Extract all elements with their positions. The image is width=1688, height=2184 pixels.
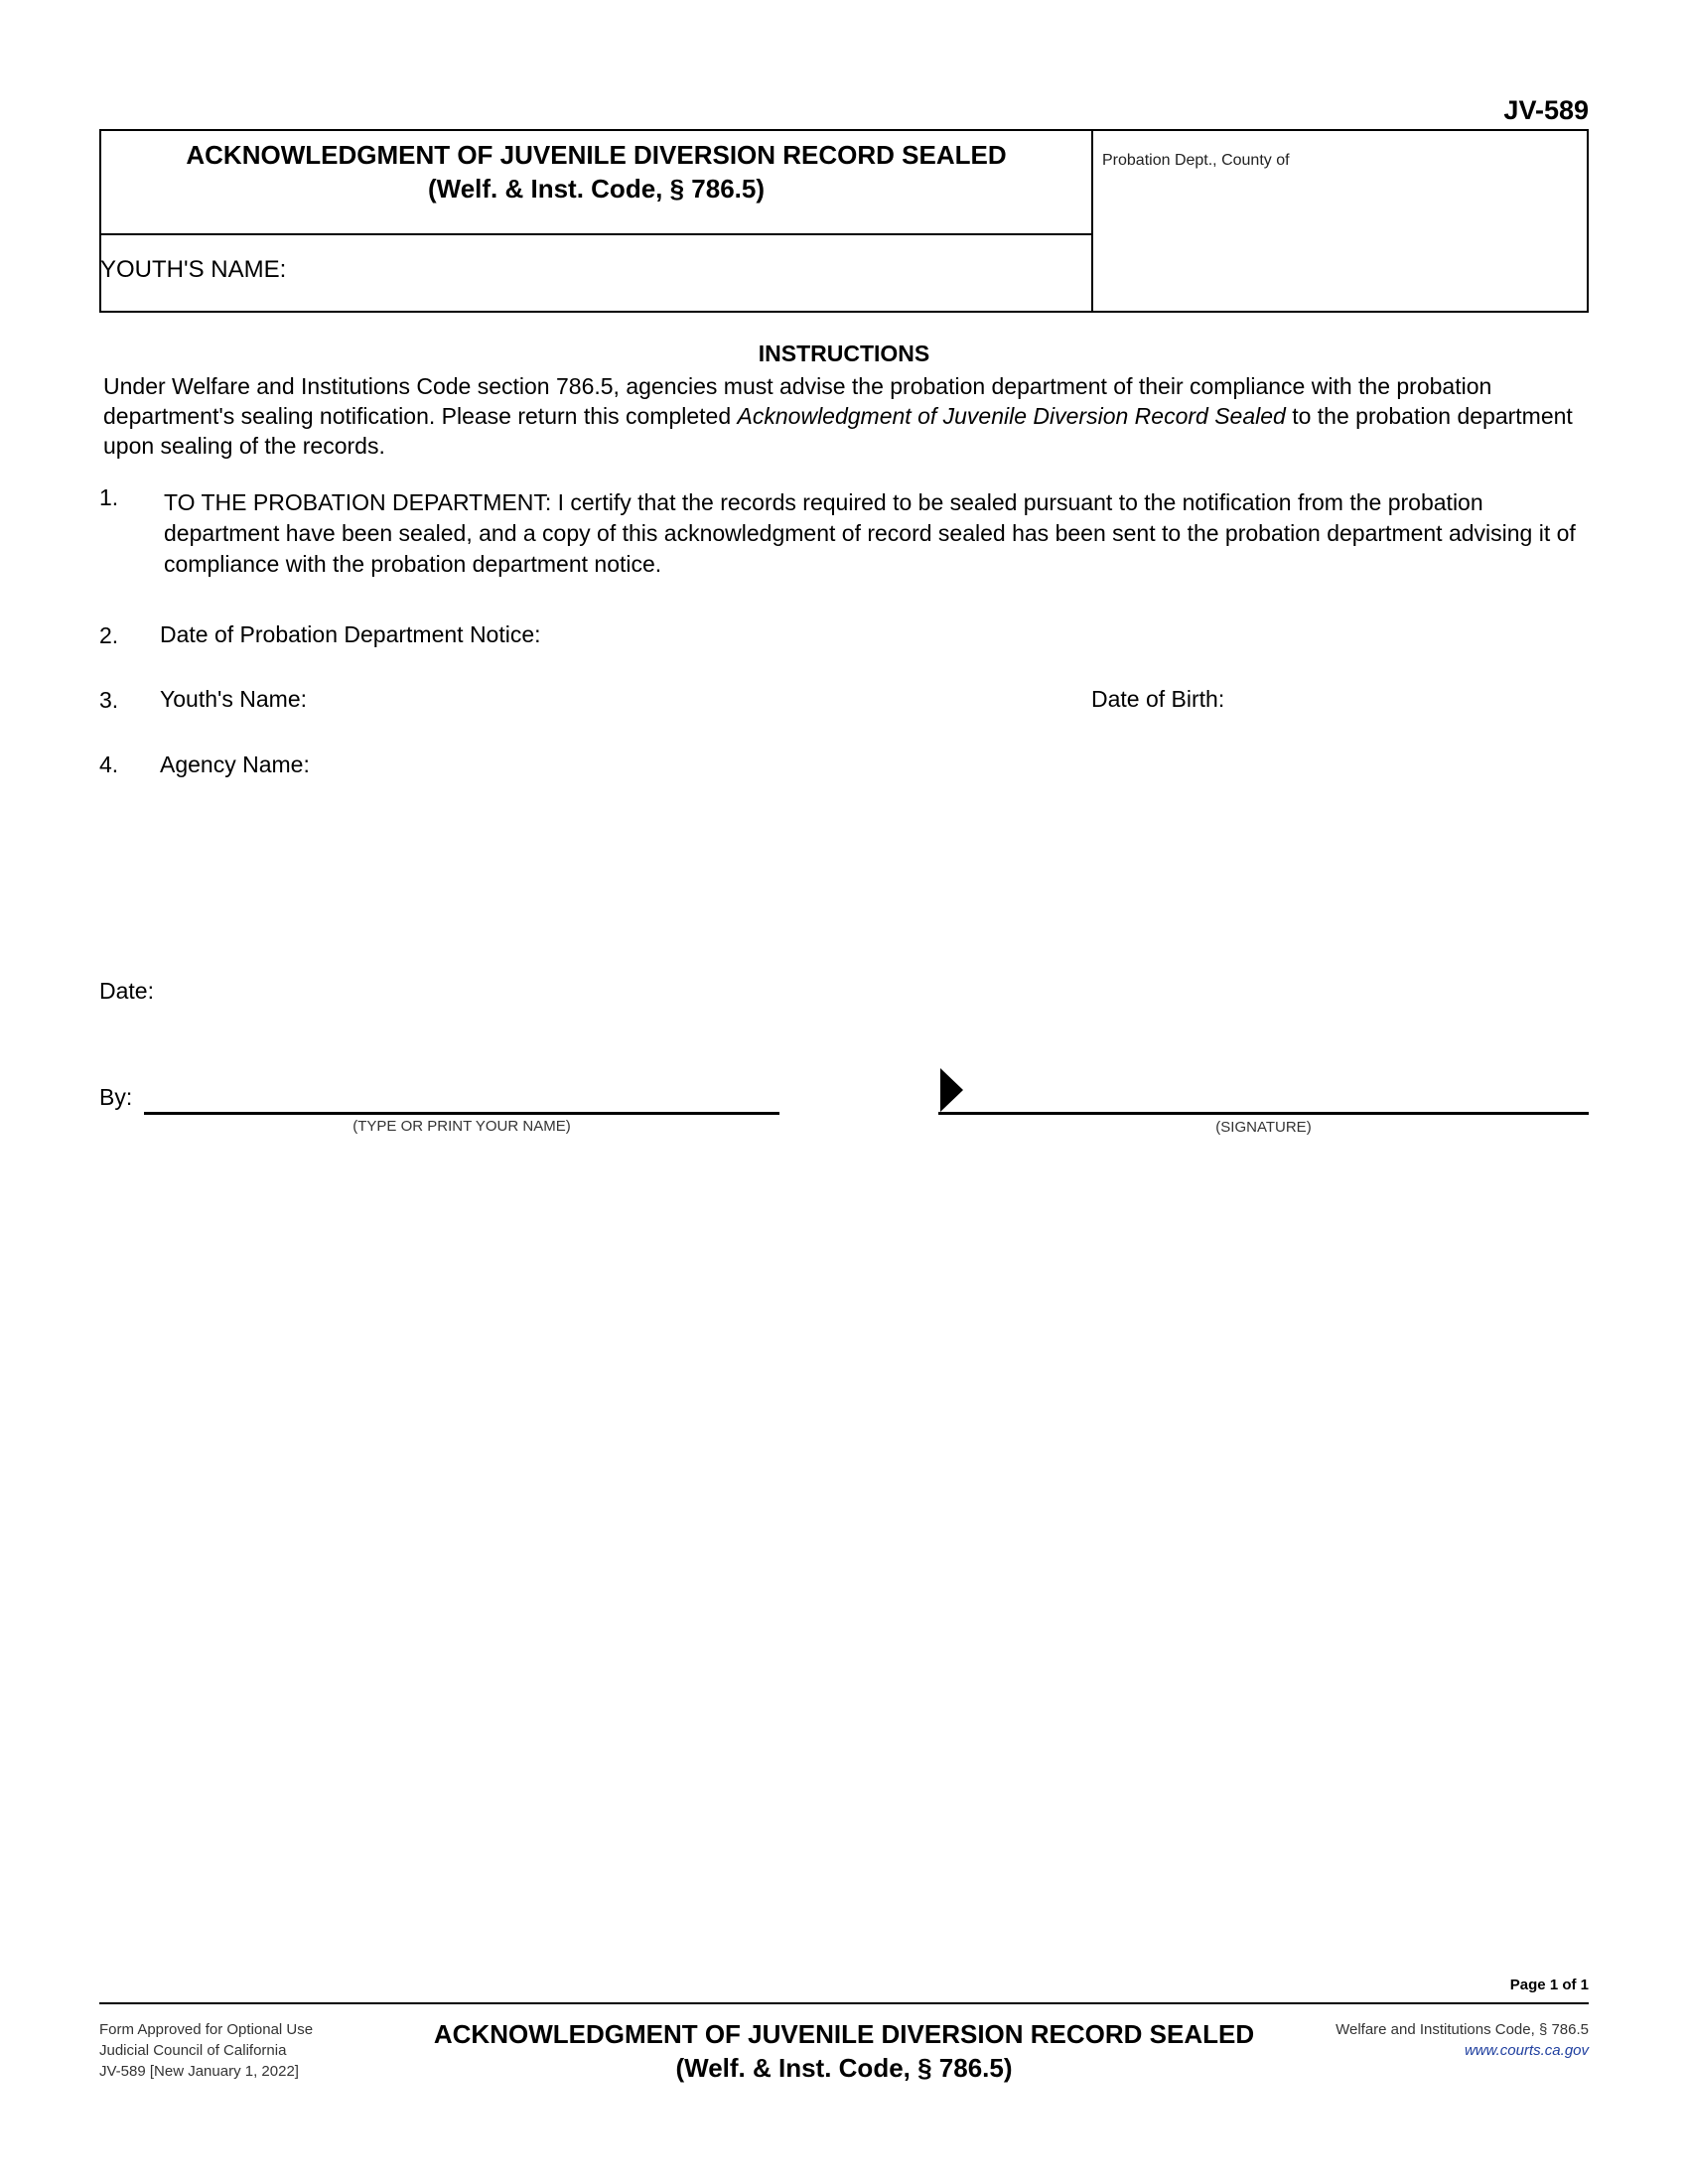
signature-arrow-icon — [938, 1066, 968, 1116]
form-title-line1: ACKNOWLEDGMENT OF JUVENILE DIVERSION RECORD SEALED — [186, 140, 1007, 170]
item-3-number: 3. — [99, 687, 119, 713]
header-youth-name-field[interactable]: YOUTH'S NAME: — [100, 256, 287, 283]
agency-name-field[interactable]: Agency Name: — [160, 751, 310, 777]
item-4-number: 4. — [99, 751, 119, 777]
notice-date-field[interactable]: Date of Probation Department Notice: — [160, 621, 541, 647]
item-2-number: 2. — [99, 622, 119, 648]
footer-left-line2: Judicial Council of California — [99, 2042, 287, 2059]
signature-line[interactable] — [938, 1112, 1589, 1115]
footer-citation — [1192, 2019, 1589, 2061]
page-number: Page 1 of 1 — [1509, 1977, 1589, 1993]
courts-website-link[interactable]: www.courts.ca.gov — [1464, 2042, 1589, 2059]
signature-caption: (SIGNATURE) — [1215, 1119, 1312, 1136]
form-title — [101, 138, 1091, 205]
footer-left-line1: Form Approved for Optional Use — [99, 2021, 314, 2038]
instructions-text-part2: to the probation department upon sealing of the records. — [103, 403, 1573, 459]
footer-title-line1: ACKNOWLEDGMENT OF JUVENILE DIVERSION RECORD SEALED — [433, 2019, 1255, 2049]
header-divider-vertical — [1091, 129, 1093, 313]
footer-title — [397, 2017, 1291, 2085]
footer-left-line3: JV-589 [New January 1, 2022] — [99, 2063, 299, 2080]
probation-county-field[interactable]: Probation Dept., County of — [1102, 152, 1290, 169]
footer-approval — [99, 2019, 313, 2082]
instructions-heading: INSTRUCTIONS — [758, 341, 930, 366]
form-title-line2: (Welf. & Inst. Code, § 786.5) — [427, 174, 766, 204]
instructions-text-part1: Under Welfare and Institutions Code section 786.5, agencies must advise the probation department of their compliance with the probation department's sealing notification. Please return this completed — [103, 373, 1492, 429]
item-1-certification: TO THE PROBATION DEPARTMENT: I certify that the records required to be sealed pursuant to the notification from the probation department have been sealed, and a copy of this acknowledgment of record sealed has been sent to the probation department advising it of compliance with the probation department notice. — [164, 489, 1576, 577]
date-field[interactable]: Date: — [99, 978, 154, 1004]
form-number: JV-589 — [1503, 95, 1589, 125]
instructions-form-name: Acknowledgment of Juvenile Diversion Record Sealed — [737, 403, 1286, 429]
item-1-number: 1. — [99, 484, 119, 510]
printed-name-caption: (TYPE OR PRINT YOUR NAME) — [352, 1118, 571, 1135]
date-of-birth-field[interactable]: Date of Birth: — [1091, 686, 1225, 712]
footer-title-line2: (Welf. & Inst. Code, § 786.5) — [675, 2053, 1013, 2083]
footer-rule — [99, 2002, 1589, 2004]
printed-name-line[interactable] — [144, 1112, 779, 1115]
by-label: By: — [99, 1084, 133, 1110]
header-divider-horizontal — [99, 233, 1092, 235]
footer-right-line1: Welfare and Institutions Code, § 786.5 — [1336, 2021, 1589, 2038]
instructions-text — [103, 371, 1593, 461]
youth-name-field[interactable]: Youth's Name: — [160, 686, 308, 712]
